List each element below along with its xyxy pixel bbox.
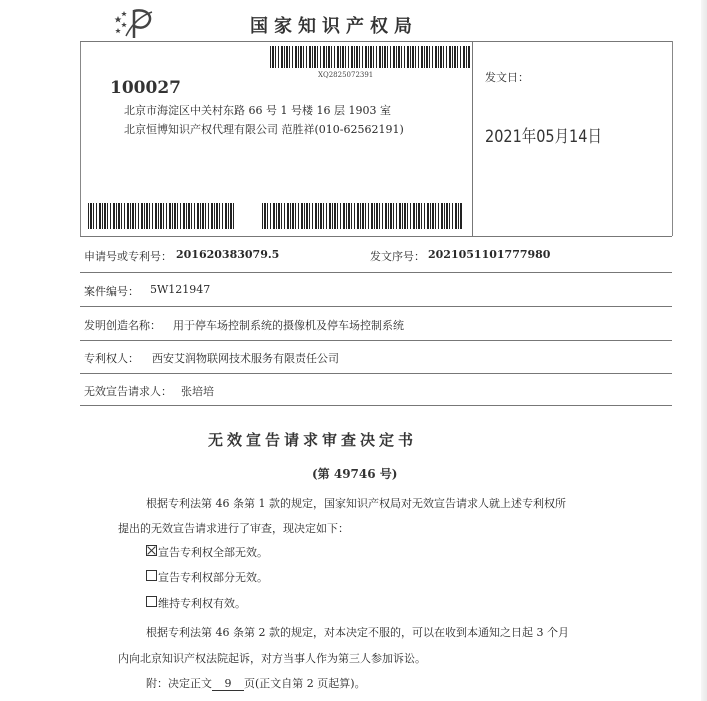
application-no-label: 申请号或专利号：	[84, 250, 172, 263]
patentee-label: 专利权人：	[84, 352, 139, 365]
cnipa-logo	[112, 6, 158, 42]
postcode: 100027	[110, 78, 181, 98]
decision-title: 无效宣告请求审查决定书	[208, 431, 418, 449]
application-no: 201620383079.5	[176, 248, 280, 261]
barcode-number: XQ2825072391	[318, 71, 374, 79]
attachment-pages: 9	[212, 677, 244, 691]
frame-top	[80, 41, 672, 42]
row-divider	[80, 373, 672, 374]
send-date-label: 发文日：	[485, 71, 529, 84]
barcode-right	[262, 203, 462, 229]
option-invalidate-all: 宣告专利权全部无效。	[158, 546, 268, 559]
attachment-prefix: 附：决定正文	[146, 677, 212, 690]
office-name: 国家知识产权局	[250, 16, 418, 37]
dispatch-no: 2021051101777980	[428, 248, 551, 261]
paragraph-1-line-2: 提出的无效宣告请求进行了审查，现决定如下：	[118, 522, 349, 535]
case-no-label: 案件编号：	[84, 285, 139, 298]
frame-left	[80, 41, 81, 236]
frame-divider	[472, 41, 473, 236]
barcode-left	[88, 203, 234, 229]
row-divider	[80, 272, 672, 273]
barcode-top	[270, 46, 470, 68]
checkbox-invalidate-all	[146, 545, 157, 556]
paragraph-2-line-2: 内向北京知识产权法院起诉，对方当事人作为第三人参加诉讼。	[118, 652, 426, 665]
address-line-2: 北京恒博知识产权代理有限公司 范胜祥(010-62562191)	[124, 123, 404, 136]
option-invalidate-partial: 宣告专利权部分无效。	[158, 571, 268, 584]
row-divider	[80, 340, 672, 341]
address-line-1: 北京市海淀区中关村东路 66 号 1 号楼 16 层 1903 室	[124, 104, 391, 117]
attachment-suffix: 页(正文自第 2 页起算)。	[244, 677, 366, 690]
requester-label: 无效宣告请求人：	[84, 385, 172, 398]
row-divider	[80, 405, 672, 406]
requester: 张培培	[181, 385, 214, 398]
invention-label: 发明创造名称：	[84, 319, 161, 332]
attachment-note	[146, 675, 366, 691]
row-divider	[80, 236, 672, 237]
invention-name: 用于停车场控制系统的摄像机及停车场控制系统	[173, 319, 404, 332]
patentee: 西安艾润物联网技术服务有限责任公司	[152, 352, 339, 365]
option-maintain-valid: 维持专利权有效。	[158, 597, 246, 610]
paragraph-1-line-1: 根据专利法第 46 条第 1 款的规定，国家知识产权局对无效宣告请求人就上述专利权所	[146, 497, 566, 510]
page-edge	[701, 0, 707, 701]
send-date: 2021年05月14日	[485, 127, 602, 147]
dispatch-no-label: 发文序号：	[370, 250, 425, 263]
decision-number: (第 49746 号)	[312, 467, 398, 481]
row-divider	[80, 306, 672, 307]
checkbox-maintain-valid	[146, 596, 157, 607]
paragraph-2-line-1: 根据专利法第 46 条第 2 款的规定，对本决定不服的，可以在收到本通知之日起 3 个月	[146, 626, 569, 639]
case-no: 5W121947	[150, 283, 211, 296]
frame-right	[672, 41, 673, 236]
checkbox-invalidate-partial	[146, 570, 157, 581]
